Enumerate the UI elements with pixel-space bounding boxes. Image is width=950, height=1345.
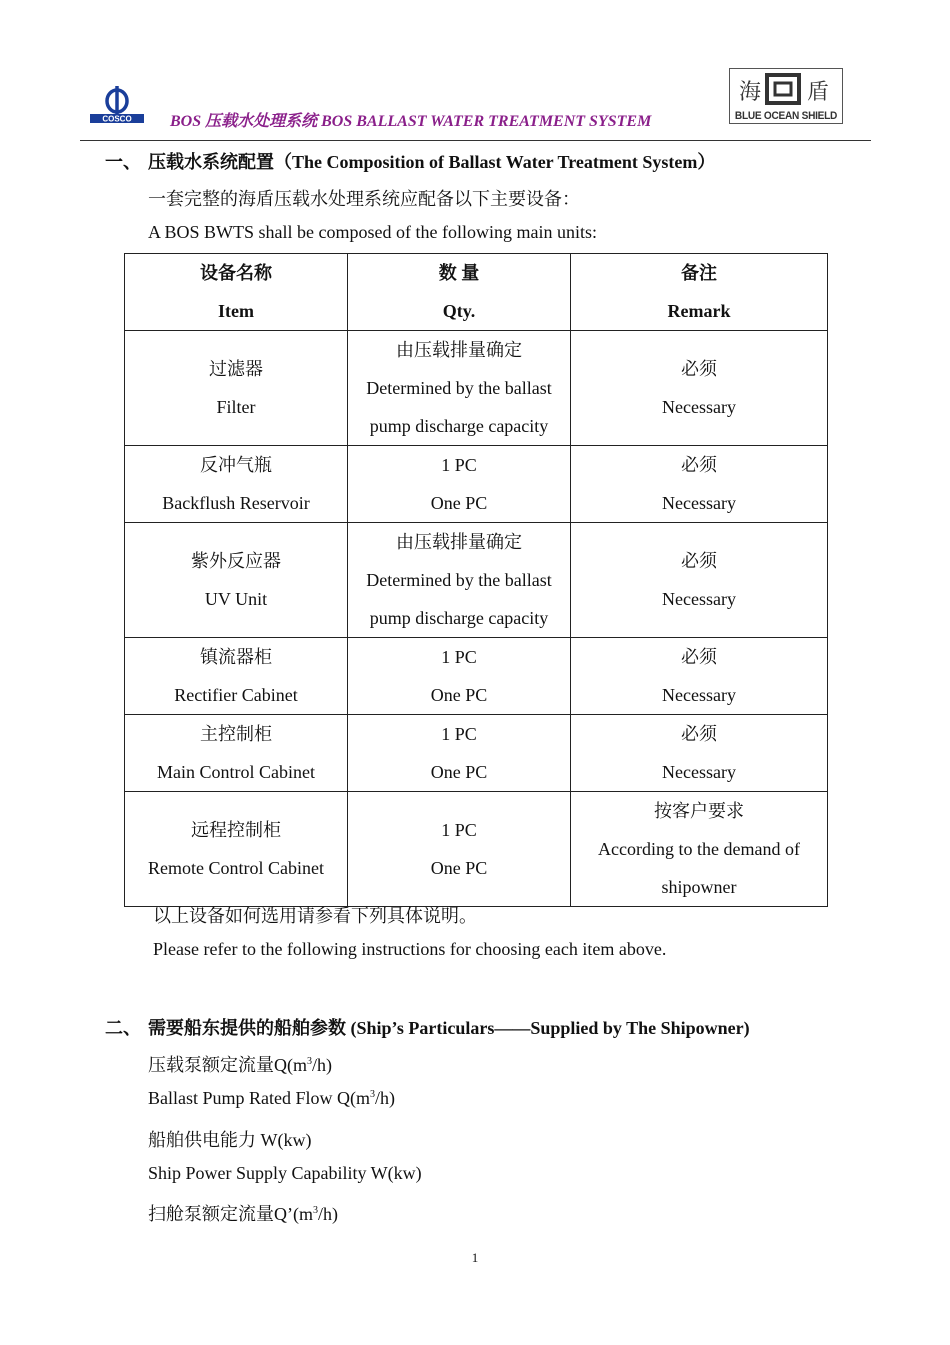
table-header-row <box>125 254 828 331</box>
equipment-table <box>124 253 828 907</box>
item-cell: 远程控制柜 Remote Control Cabinet <box>125 792 348 907</box>
table-row <box>125 715 828 792</box>
remark-cell: 必须 Necessary <box>571 446 828 523</box>
header-divider <box>80 140 871 141</box>
section-1-intro-en: A BOS BWTS shall be composed of the following main units: <box>148 222 597 242</box>
item-cell: 过滤器 Filter <box>125 331 348 446</box>
cosco-logo-text: COSCO <box>102 114 132 124</box>
remark-cell: 必须 Necessary <box>571 331 828 446</box>
table-row <box>125 523 828 638</box>
logo-glyph-dun: 盾 <box>806 80 830 105</box>
header-qty: 数 量 Qty. <box>348 254 571 331</box>
logo-caption: BLUE OCEAN SHIELD <box>734 110 838 122</box>
param-line: 船舶供电能力 W(kw) <box>148 1130 312 1150</box>
section-2-title-en: (Ship’s Particulars——Supplied by The Shipowner) <box>350 1018 750 1038</box>
table-note-en: Please refer to the following instructions for choosing each item above. <box>153 939 667 959</box>
remark-cell: 按客户要求 According to the demand of shipowner <box>571 792 828 907</box>
table-row <box>125 638 828 715</box>
header-item: 设备名称 Item <box>125 254 348 331</box>
section-1-title: 压载水系统配置（The Composition of Ballast Water Treatment System） <box>148 152 716 172</box>
qty-cell: 1 PC One PC <box>348 792 571 907</box>
qty-cell: 由压载排量确定 Determined by the ballast pump discharge capacity <box>348 523 571 638</box>
section-1-number: 一、 <box>105 152 141 172</box>
section-2-number: 二、 <box>105 1018 141 1038</box>
logo-glyph-hai: 海 <box>738 80 762 105</box>
item-cell: 镇流器柜 Rectifier Cabinet <box>125 638 348 715</box>
table-row <box>125 446 828 523</box>
header-title: BOS 压载水处理系统 BOS BALLAST WATER TREATMENT SYSTEM <box>170 113 652 130</box>
item-cell: 主控制柜 Main Control Cabinet <box>125 715 348 792</box>
section-1-intro-cn: 一套完整的海盾压载水处理系统应配备以下主要设备： <box>148 189 580 209</box>
item-cell: 反冲气瓶 Backflush Reservoir <box>125 446 348 523</box>
item-cell: 紫外反应器 UV Unit <box>125 523 348 638</box>
qty-cell: 1 PC One PC <box>348 715 571 792</box>
page-number: 1 <box>471 1250 479 1265</box>
qty-cell: 1 PC One PC <box>348 446 571 523</box>
blue-ocean-shield-logo <box>729 68 843 124</box>
qty-cell: 1 PC One PC <box>348 638 571 715</box>
table-note-cn: 以上设备如何选用请参看下列具体说明。 <box>153 906 477 926</box>
param-line: 扫舱泵额定流量$Q’(m^3/h)$ <box>148 1204 338 1224</box>
remark-cell: 必须 Necessary <box>571 715 828 792</box>
table-row <box>125 792 828 907</box>
remark-cell: 必须 Necessary <box>571 638 828 715</box>
remark-cell: 必须 Necessary <box>571 523 828 638</box>
section-2-title <box>148 1014 750 1040</box>
table-row <box>125 331 828 446</box>
header-remark: 备注 Remark <box>571 254 828 331</box>
qty-cell: 由压载排量确定 Determined by the ballast pump discharge capacity <box>348 331 571 446</box>
section-2-title-cn: 需要船东提供的船舶参数 <box>148 1018 346 1038</box>
param-line: Ballast Pump Rated Flow $Q(m^3/h)$ <box>148 1088 395 1108</box>
cosco-logo <box>88 86 146 124</box>
param-line: Ship Power Supply Capability W(kw) <box>148 1163 422 1183</box>
param-line: 压载泵额定流量$Q(m^3/h)$ <box>148 1055 332 1075</box>
